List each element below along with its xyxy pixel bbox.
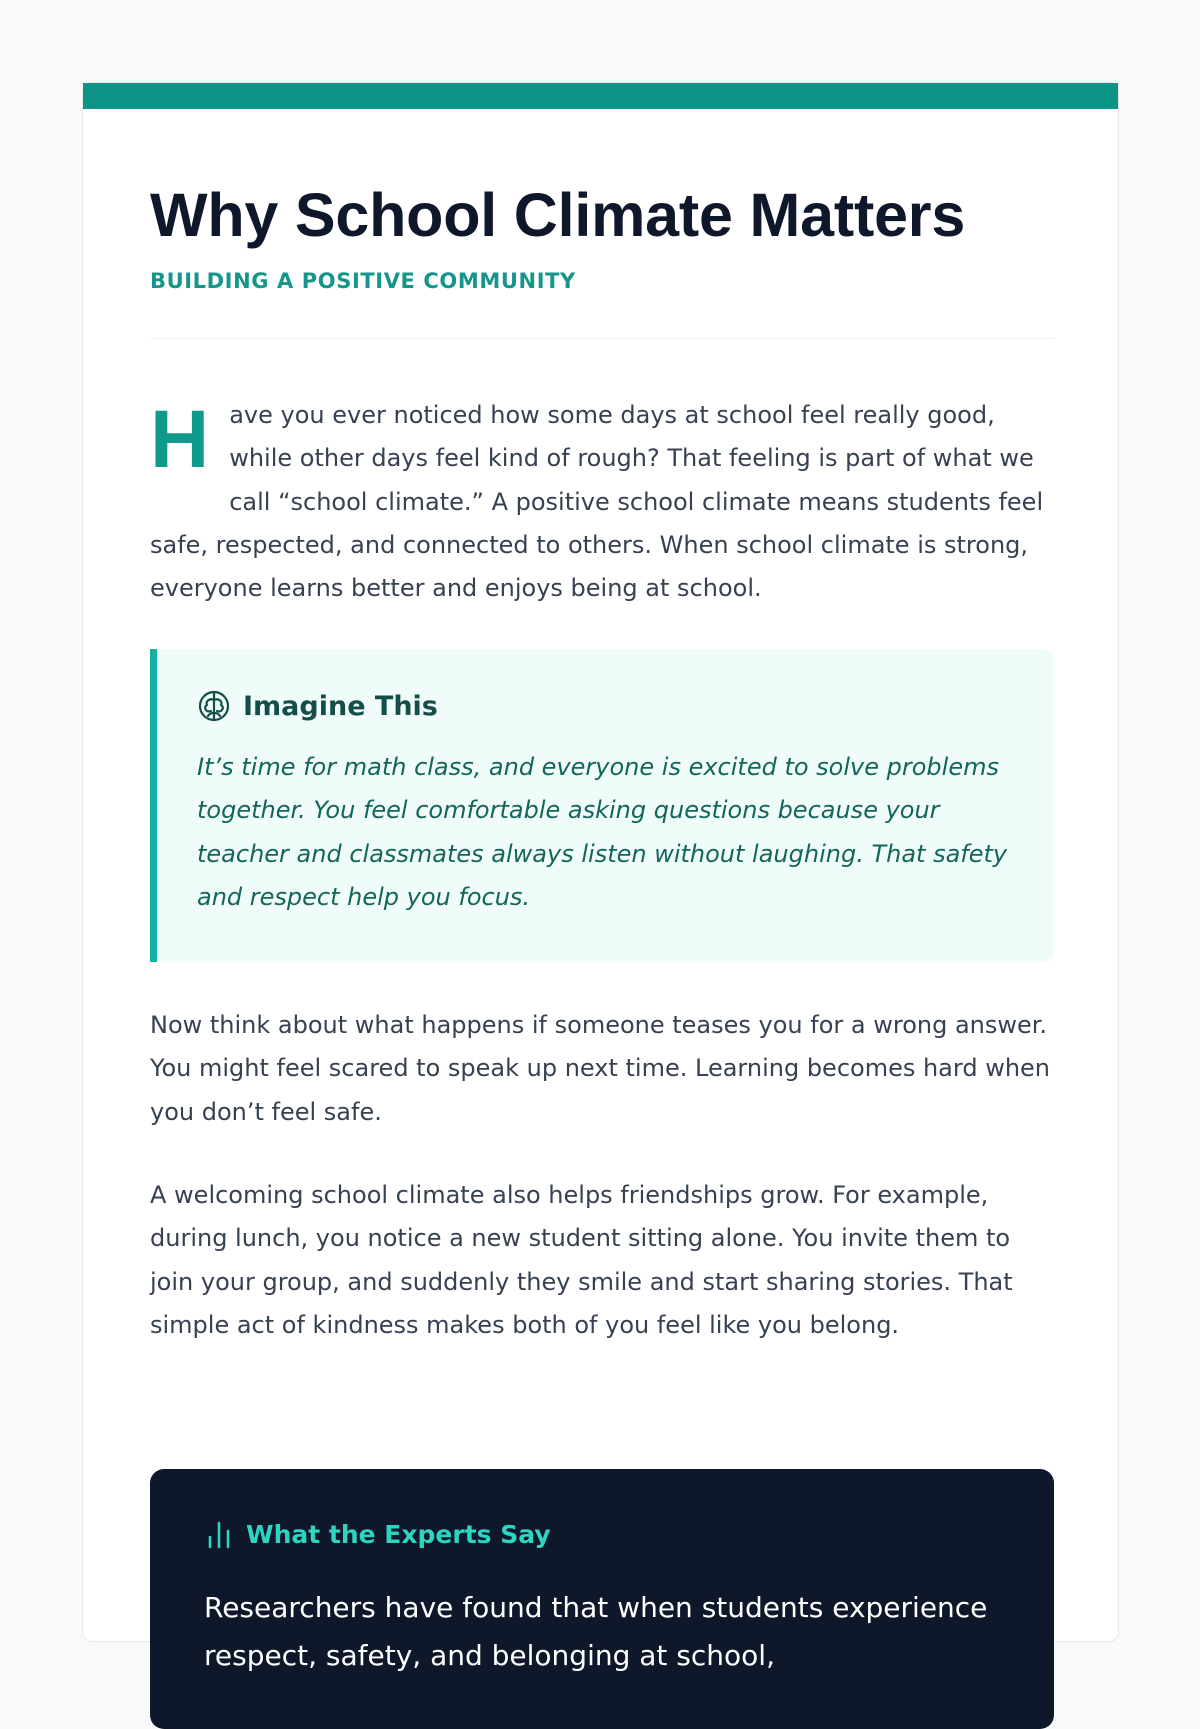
callout-title: Imagine This xyxy=(243,690,438,722)
article-card xyxy=(82,82,1119,1672)
experts-title: What the Experts Say xyxy=(246,1519,551,1549)
intro-text: ave you ever noticed how some days at school feel really good, while other days feel kind of rough? That feeling is part of what we call “school climate.” A positive school climate means students feel safe, respected, and connected to others. When school climate is strong, everyone learns better and enjoys being at school. xyxy=(150,401,1044,603)
experts-panel xyxy=(150,1469,1054,1729)
paragraph-2: Now think about what happens if someone teases you for a wrong answer. You might feel scared to speak up next time. Learning becomes hard when you don’t feel safe. xyxy=(150,1011,1051,1126)
drop-cap: H xyxy=(150,394,210,485)
bar-chart-icon xyxy=(204,1519,234,1549)
divider xyxy=(150,338,1054,339)
page-title: Why School Climate Matters xyxy=(150,181,966,249)
intro-paragraph xyxy=(150,394,1054,610)
paragraph-3: A welcoming school climate also helps friendships grow. For example, during lunch, you notice a new student sitting alone. You invite them to join your group, and suddenly they smile and start sharing stories. That simple act of kindness makes both of you feel like you belong. xyxy=(150,1181,1013,1339)
experts-header xyxy=(204,1519,551,1549)
callout-text: It’s time for math class, and everyone is excited to solve problems together. You feel comfortable asking questions because your teacher and classmates always listen without laughing. That safety and respect help you focus. xyxy=(197,753,1008,911)
brain-icon xyxy=(197,689,231,723)
callout-header xyxy=(197,689,438,723)
page-subtitle: BUILDING A POSITIVE COMMUNITY xyxy=(150,269,576,293)
experts-text: Researchers have found that when students experience respect, safety, and belonging at school, xyxy=(204,1591,988,1672)
imagine-callout xyxy=(150,649,1054,962)
accent-bar xyxy=(83,83,1118,109)
